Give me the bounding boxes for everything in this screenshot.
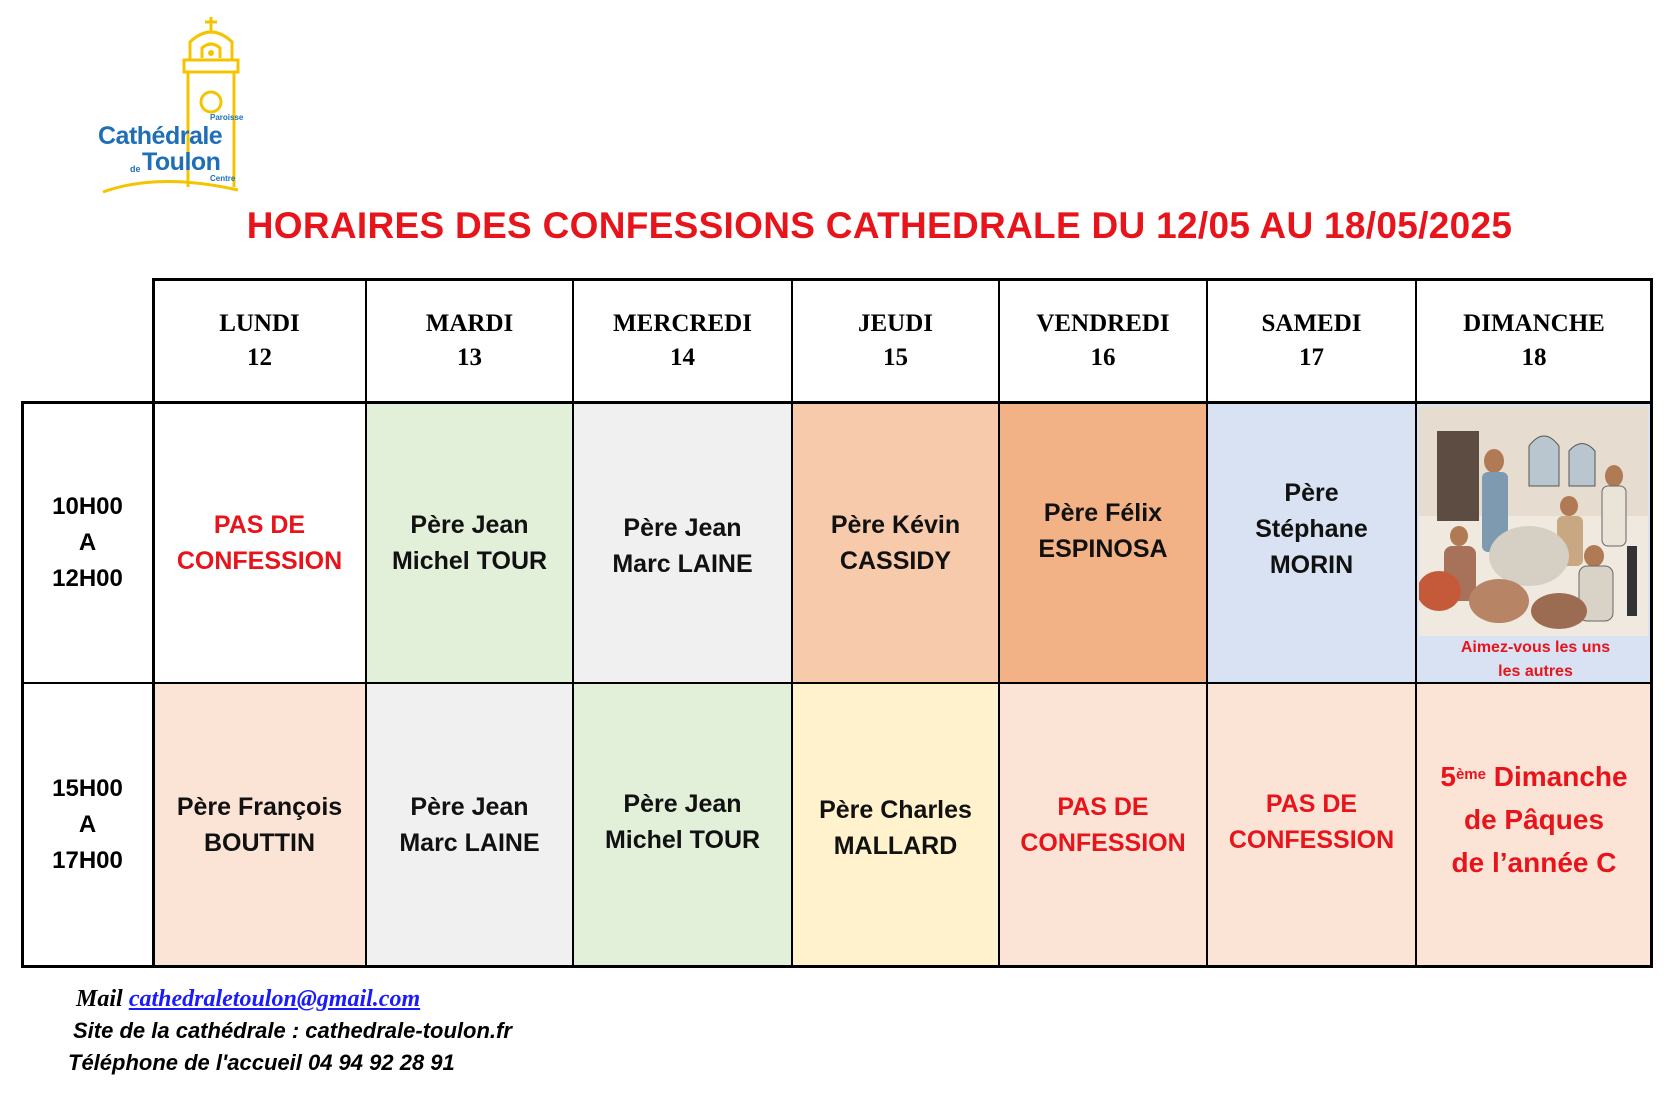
slot-line: PAS DE: [1265, 789, 1358, 818]
day-header-sunday: [1416, 280, 1652, 401]
grid-line: [998, 278, 1000, 968]
time-sep: A: [78, 810, 97, 838]
logo-line1: Cathédrale: [98, 122, 223, 150]
grid-line: [572, 278, 574, 968]
sunday-line1: [1440, 755, 1627, 798]
slot-line: CONFESSION: [1228, 825, 1395, 854]
day-number: 13: [457, 343, 482, 371]
grid-line: [21, 965, 1652, 968]
footer-mail: [76, 986, 420, 1013]
day-header-tuesday: [366, 280, 573, 401]
slot-line: Marc LAINE: [399, 828, 540, 857]
slot-line: Stéphane: [1255, 515, 1368, 543]
time-sep: A: [78, 529, 97, 556]
day-name: MERCREDI: [613, 309, 752, 337]
grid-line: [365, 278, 367, 968]
day-name: DIMANCHE: [1463, 309, 1605, 337]
time-start: 10H00: [52, 493, 123, 520]
sunday-line3: de l’année C: [1451, 847, 1617, 878]
day-name: LUNDI: [219, 309, 300, 337]
footer-site: Site de la cathédrale : cathedrale-toulon.fr: [73, 1018, 512, 1043]
slot-line: Michel TOUR: [604, 825, 761, 854]
slot-sunday-afternoon: [1416, 683, 1652, 966]
logo-de: de: [130, 164, 141, 174]
slot-line: CASSIDY: [839, 547, 952, 575]
logo-line2: Toulon: [142, 148, 221, 176]
grid-line: [1415, 278, 1417, 968]
logo-top-text: Paroisse: [210, 113, 244, 122]
slot-line: ESPINOSA: [1038, 535, 1168, 563]
grid-line: [21, 401, 1652, 404]
day-header-thursday: [792, 280, 999, 401]
slot-thursday-morning: [792, 403, 999, 683]
slot-line: CONFESSION: [176, 547, 343, 575]
sunday-caption: [1419, 636, 1652, 684]
slot-line: Michel TOUR: [391, 547, 548, 575]
day-header-saturday: [1207, 280, 1416, 401]
caption-line: les autres: [1498, 663, 1573, 680]
day-name: SAMEDI: [1261, 309, 1362, 337]
grid-line: [152, 278, 155, 968]
slot-wednesday-morning: [573, 403, 792, 683]
mail-label: Mail: [76, 986, 123, 1012]
slot-line: Père Jean: [410, 792, 529, 821]
time-slot-morning: [22, 403, 153, 683]
day-number: 16: [1090, 343, 1116, 371]
day-number: 18: [1521, 343, 1547, 371]
logo-bottom-text: Centre: [210, 174, 236, 183]
slot-thursday-afternoon: [792, 683, 999, 966]
page-title: HORAIRES DES CONFESSIONS CATHEDRALE DU 12/05 AU 18/05/2025: [246, 205, 1513, 246]
slot-saturday-morning: [1207, 403, 1416, 683]
slot-saturday-afternoon: [1207, 683, 1416, 966]
slot-tuesday-morning: [366, 403, 573, 683]
mail-link[interactable]: cathedraletoulon@gmail.com: [128, 986, 421, 1012]
slot-line: Père Jean: [623, 514, 742, 542]
grid-line: [1206, 278, 1208, 968]
illustration-icon: [1419, 406, 1648, 636]
time-end: 12H00: [52, 565, 123, 592]
day-name: JEUDI: [857, 309, 933, 337]
time-end: 17H00: [52, 846, 123, 874]
slot-line: Père Charles: [819, 795, 972, 824]
sunday-line2: de Pâques: [1463, 804, 1605, 835]
day-number: 17: [1298, 343, 1324, 371]
caption-line: Aimez-vous les uns: [1460, 639, 1611, 656]
slot-line: Père: [1284, 479, 1339, 507]
slot-line: CONFESSION: [1020, 828, 1186, 857]
slot-monday-morning: [153, 403, 366, 683]
slot-line: Père Félix: [1043, 499, 1163, 527]
sunday-line1-rest: Dimanche: [1486, 761, 1628, 792]
grid-line: [21, 401, 24, 968]
day-header-friday: [999, 280, 1207, 401]
slot-line: MORIN: [1269, 551, 1354, 579]
slot-line: Père Jean: [410, 511, 529, 539]
slot-line: MALLARD: [833, 831, 958, 860]
slot-line: Père Kévin: [830, 511, 961, 539]
slot-friday-afternoon: [999, 683, 1207, 966]
grid-line: [153, 278, 1652, 281]
day-header-monday: [153, 280, 366, 401]
slot-line: Père Jean: [623, 789, 742, 818]
time-start: 15H00: [52, 774, 123, 802]
slot-friday-morning: [999, 403, 1207, 683]
day-number: 14: [670, 343, 695, 371]
day-name: VENDREDI: [1036, 309, 1170, 337]
slot-line: Père François: [176, 792, 343, 821]
day-number: 12: [246, 343, 272, 371]
grid-line: [1650, 278, 1653, 968]
ordinal-number: 5: [1440, 761, 1456, 792]
day-header-wednesday: [573, 280, 792, 401]
slot-line: Marc LAINE: [612, 550, 753, 578]
slot-tuesday-afternoon: [366, 683, 573, 966]
footer-phone: Téléphone de l'accueil 04 94 92 28 91: [68, 1050, 455, 1075]
day-number: 15: [882, 343, 908, 371]
parish-logo: [98, 12, 248, 197]
day-name: MARDI: [425, 309, 514, 337]
time-slot-afternoon: [22, 683, 153, 966]
slot-line: PAS DE: [213, 511, 306, 539]
slot-monday-afternoon: [153, 683, 366, 966]
slot-wednesday-afternoon: [573, 683, 792, 966]
ordinal-suffix: ème: [1455, 766, 1486, 783]
slot-line: BOUTTIN: [203, 828, 316, 857]
grid-line: [21, 682, 1652, 684]
slot-line: PAS DE: [1057, 792, 1149, 821]
grid-line: [791, 278, 793, 968]
